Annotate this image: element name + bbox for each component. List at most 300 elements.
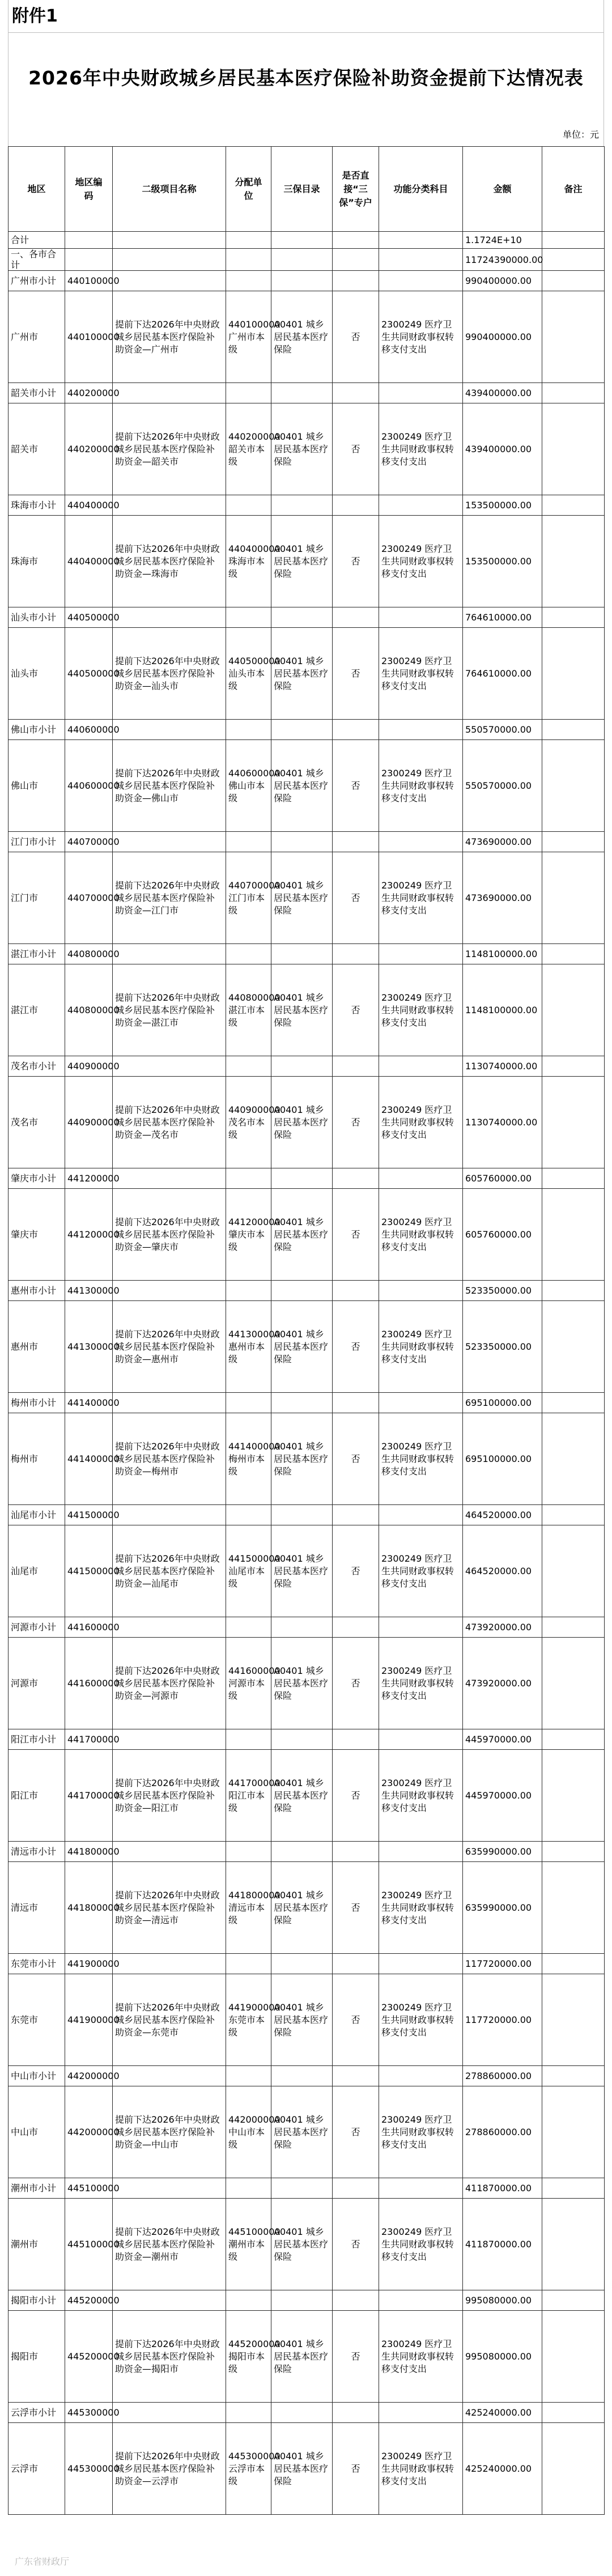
empty-cell xyxy=(333,1842,379,1862)
detail-category: A0401 城乡居民基本医疗保险 xyxy=(271,1525,333,1617)
detail-direct: 否 xyxy=(333,1638,379,1729)
detail-code: 441300000 xyxy=(65,1301,113,1393)
detail-amount: 445970000.00 xyxy=(463,1750,542,1842)
detail-project: 提前下达2026年中央财政城乡居民基本医疗保险补助资金—湛江市 xyxy=(113,964,226,1056)
detail-row xyxy=(8,2086,605,2178)
detail-category: A0401 城乡居民基本医疗保险 xyxy=(271,1750,333,1842)
empty-cell xyxy=(226,1168,271,1189)
detail-code: 440800000 xyxy=(65,964,113,1056)
detail-allocation: 441500000 汕尾市本级 xyxy=(226,1525,271,1617)
detail-amount: 990400000.00 xyxy=(463,291,542,383)
subtotal-code: 445300000 xyxy=(65,2403,113,2423)
empty-cell xyxy=(226,1954,271,1974)
notes-cell xyxy=(542,1750,605,1842)
detail-allocation: 441900000 东莞市本级 xyxy=(226,1974,271,2066)
detail-project: 提前下达2026年中央财政城乡居民基本医疗保险补助资金—肇庆市 xyxy=(113,1189,226,1281)
empty-cell xyxy=(226,944,271,964)
notes-cell xyxy=(542,1281,605,1301)
empty-cell xyxy=(226,1729,271,1750)
subtotal-row xyxy=(8,720,605,740)
header-code: 地区编码 xyxy=(65,147,113,232)
detail-row xyxy=(8,964,605,1056)
empty-cell xyxy=(379,1056,463,1077)
subtotal-code: 440200000 xyxy=(65,383,113,403)
subtotal-amount: 425240000.00 xyxy=(463,2403,542,2423)
empty-cell xyxy=(226,1617,271,1638)
notes-cell xyxy=(542,1056,605,1077)
detail-region: 东莞市 xyxy=(8,1974,65,2066)
empty-cell xyxy=(379,1168,463,1189)
detail-region: 揭阳市 xyxy=(8,2311,65,2403)
detail-code: 440500000 xyxy=(65,628,113,720)
detail-region: 河源市 xyxy=(8,1638,65,1729)
empty-cell xyxy=(271,271,333,291)
empty-cell xyxy=(333,1505,379,1525)
subtotal-amount: 473920000.00 xyxy=(463,1617,542,1638)
subtotal-label: 肇庆市小计 xyxy=(8,1168,65,1189)
empty-cell xyxy=(113,1729,226,1750)
all-cities-label: 一、各市合计 xyxy=(8,249,65,271)
notes-cell xyxy=(542,2423,605,2515)
subtotal-row xyxy=(8,832,605,852)
detail-code: 445100000 xyxy=(65,2199,113,2290)
empty-cell xyxy=(379,1393,463,1413)
detail-function: 2300249 医疗卫生共同财政事权转移支付支出 xyxy=(379,2199,463,2290)
detail-code: 442000000 xyxy=(65,2086,113,2178)
empty-cell xyxy=(333,383,379,403)
empty-cell xyxy=(113,495,226,516)
empty-cell xyxy=(333,1393,379,1413)
notes-cell xyxy=(542,2199,605,2290)
total-amount: 1.1724E+10 xyxy=(463,232,542,249)
detail-amount: 764610000.00 xyxy=(463,628,542,720)
subtotal-row xyxy=(8,1729,605,1750)
empty-cell xyxy=(379,1617,463,1638)
empty-cell xyxy=(333,1617,379,1638)
detail-category: A0401 城乡居民基本医疗保险 xyxy=(271,1974,333,2066)
detail-function: 2300249 医疗卫生共同财政事权转移支付支出 xyxy=(379,2086,463,2178)
header-category: 三保目录 xyxy=(271,147,333,232)
empty-cell xyxy=(226,2403,271,2423)
empty-cell xyxy=(333,1954,379,1974)
empty-cell xyxy=(226,2178,271,2199)
subtotal-code: 440900000 xyxy=(65,1056,113,1077)
header-region: 地区 xyxy=(8,147,65,232)
detail-amount: 695100000.00 xyxy=(463,1413,542,1505)
header-allocation: 分配单位 xyxy=(226,147,271,232)
notes-cell xyxy=(542,2178,605,2199)
detail-row xyxy=(8,1862,605,1954)
subtotal-row xyxy=(8,271,605,291)
empty-cell xyxy=(379,495,463,516)
subtotal-label: 湛江市小计 xyxy=(8,944,65,964)
subtotal-code: 442000000 xyxy=(65,2066,113,2086)
detail-amount: 464520000.00 xyxy=(463,1525,542,1617)
notes-cell xyxy=(542,944,605,964)
subtotal-row xyxy=(8,1505,605,1525)
detail-allocation: 441400000 梅州市本级 xyxy=(226,1413,271,1505)
subtotal-row xyxy=(8,495,605,516)
empty-cell xyxy=(271,1281,333,1301)
detail-allocation: 441600000 河源市本级 xyxy=(226,1638,271,1729)
detail-region: 梅州市 xyxy=(8,1413,65,1505)
subtotal-amount: 439400000.00 xyxy=(463,383,542,403)
detail-project: 提前下达2026年中央财政城乡居民基本医疗保险补助资金—清远市 xyxy=(113,1862,226,1954)
detail-row xyxy=(8,2423,605,2515)
empty-cell xyxy=(113,1954,226,1974)
subtotal-amount: 464520000.00 xyxy=(463,1505,542,1525)
empty-cell xyxy=(271,383,333,403)
notes-cell xyxy=(542,1974,605,2066)
detail-code: 445200000 xyxy=(65,2311,113,2403)
empty-cell xyxy=(226,1056,271,1077)
empty-cell xyxy=(271,1954,333,1974)
detail-row xyxy=(8,1638,605,1729)
detail-direct: 否 xyxy=(333,291,379,383)
detail-function: 2300249 医疗卫生共同财政事权转移支付支出 xyxy=(379,291,463,383)
detail-direct: 否 xyxy=(333,516,379,607)
subtotal-code: 440400000 xyxy=(65,495,113,516)
notes-cell xyxy=(542,2311,605,2403)
detail-row xyxy=(8,852,605,944)
detail-row xyxy=(8,1974,605,2066)
notes-cell xyxy=(542,291,605,383)
subtotal-code: 445100000 xyxy=(65,2178,113,2199)
empty-cell xyxy=(379,383,463,403)
notes-cell xyxy=(542,720,605,740)
subtotal-row xyxy=(8,1617,605,1638)
detail-row xyxy=(8,516,605,607)
detail-direct: 否 xyxy=(333,1189,379,1281)
detail-amount: 523350000.00 xyxy=(463,1301,542,1393)
detail-function: 2300249 医疗卫生共同财政事权转移支付支出 xyxy=(379,1750,463,1842)
detail-direct: 否 xyxy=(333,1974,379,2066)
detail-region: 湛江市 xyxy=(8,964,65,1056)
detail-direct: 否 xyxy=(333,1301,379,1393)
empty-cell xyxy=(226,2066,271,2086)
detail-region: 汕尾市 xyxy=(8,1525,65,1617)
empty-cell xyxy=(271,1056,333,1077)
detail-allocation: 440500000 汕头市本级 xyxy=(226,628,271,720)
detail-row xyxy=(8,1189,605,1281)
empty-cell xyxy=(271,1168,333,1189)
empty-cell xyxy=(333,271,379,291)
detail-direct: 否 xyxy=(333,1077,379,1168)
header-row xyxy=(8,147,605,232)
header-project: 二级项目名称 xyxy=(113,147,226,232)
empty-cell xyxy=(271,607,333,628)
subtotal-label: 惠州市小计 xyxy=(8,1281,65,1301)
total-label: 合计 xyxy=(8,232,65,249)
detail-region: 广州市 xyxy=(8,291,65,383)
subtotal-amount: 1148100000.00 xyxy=(463,944,542,964)
detail-project: 提前下达2026年中央财政城乡居民基本医疗保险补助资金—惠州市 xyxy=(113,1301,226,1393)
notes-cell xyxy=(542,607,605,628)
detail-category: A0401 城乡居民基本医疗保险 xyxy=(271,964,333,1056)
subtotal-row xyxy=(8,2066,605,2086)
empty-cell xyxy=(113,2403,226,2423)
detail-amount: 605760000.00 xyxy=(463,1189,542,1281)
detail-project: 提前下达2026年中央财政城乡居民基本医疗保险补助资金—东莞市 xyxy=(113,1974,226,2066)
detail-code: 440600000 xyxy=(65,740,113,832)
empty-cell xyxy=(379,271,463,291)
empty-cell xyxy=(113,271,226,291)
detail-amount: 1148100000.00 xyxy=(463,964,542,1056)
empty-cell xyxy=(226,383,271,403)
subtotal-amount: 550570000.00 xyxy=(463,720,542,740)
subtotal-amount: 995080000.00 xyxy=(463,2290,542,2311)
empty-cell xyxy=(271,2403,333,2423)
empty-cell xyxy=(226,720,271,740)
header-direct: 是否直接“三保”专户 xyxy=(333,147,379,232)
subtotal-row xyxy=(8,2178,605,2199)
notes-cell xyxy=(542,1189,605,1281)
detail-project: 提前下达2026年中央财政城乡居民基本医疗保险补助资金—韶关市 xyxy=(113,403,226,495)
detail-amount: 995080000.00 xyxy=(463,2311,542,2403)
empty-cell xyxy=(333,607,379,628)
detail-row xyxy=(8,1301,605,1393)
notes-cell xyxy=(542,2403,605,2423)
detail-amount: 1130740000.00 xyxy=(463,1077,542,1168)
detail-amount: 425240000.00 xyxy=(463,2423,542,2515)
empty-cell xyxy=(113,1393,226,1413)
empty-cell xyxy=(333,1056,379,1077)
notes-cell xyxy=(542,495,605,516)
empty-cell xyxy=(379,1729,463,1750)
detail-code: 441600000 xyxy=(65,1638,113,1729)
detail-amount: 550570000.00 xyxy=(463,740,542,832)
notes-cell xyxy=(542,516,605,607)
empty-cell xyxy=(333,832,379,852)
empty-cell xyxy=(379,1842,463,1862)
subtotal-label: 广州市小计 xyxy=(8,271,65,291)
detail-function: 2300249 医疗卫生共同财政事权转移支付支出 xyxy=(379,1525,463,1617)
detail-region: 肇庆市 xyxy=(8,1189,65,1281)
subtotal-row xyxy=(8,1281,605,1301)
detail-code: 440400000 xyxy=(65,516,113,607)
detail-function: 2300249 医疗卫生共同财政事权转移支付支出 xyxy=(379,516,463,607)
detail-function: 2300249 医疗卫生共同财政事权转移支付支出 xyxy=(379,1413,463,1505)
detail-function: 2300249 医疗卫生共同财政事权转移支付支出 xyxy=(379,628,463,720)
detail-category: A0401 城乡居民基本医疗保险 xyxy=(271,628,333,720)
subtotal-amount: 990400000.00 xyxy=(463,271,542,291)
detail-code: 440100000 xyxy=(65,291,113,383)
detail-allocation: 445300000 云浮市本级 xyxy=(226,2423,271,2515)
detail-code: 440700000 xyxy=(65,852,113,944)
subtotal-label: 潮州市小计 xyxy=(8,2178,65,2199)
subtotal-amount: 153500000.00 xyxy=(463,495,542,516)
empty-cell xyxy=(333,720,379,740)
detail-code: 441900000 xyxy=(65,1974,113,2066)
detail-project: 提前下达2026年中央财政城乡居民基本医疗保险补助资金—河源市 xyxy=(113,1638,226,1729)
detail-direct: 否 xyxy=(333,403,379,495)
empty-cell xyxy=(226,1505,271,1525)
notes-cell xyxy=(542,1505,605,1525)
detail-direct: 否 xyxy=(333,1750,379,1842)
subtotal-label: 云浮市小计 xyxy=(8,2403,65,2423)
detail-project: 提前下达2026年中央财政城乡居民基本医疗保险补助资金—汕尾市 xyxy=(113,1525,226,1617)
detail-row xyxy=(8,1077,605,1168)
notes-cell xyxy=(542,832,605,852)
unit-label: 单位：元 xyxy=(8,124,604,146)
header-function: 功能分类科目 xyxy=(379,147,463,232)
subtotal-code: 441500000 xyxy=(65,1505,113,1525)
detail-region: 江门市 xyxy=(8,852,65,944)
subtotal-row xyxy=(8,2403,605,2423)
subtotal-row xyxy=(8,944,605,964)
detail-allocation: 441200000 肇庆市本级 xyxy=(226,1189,271,1281)
subtotal-row xyxy=(8,2290,605,2311)
detail-region: 阳江市 xyxy=(8,1750,65,1842)
detail-code: 441200000 xyxy=(65,1189,113,1281)
empty-cell xyxy=(271,2178,333,2199)
detail-row xyxy=(8,1413,605,1505)
empty-cell xyxy=(113,383,226,403)
notes-cell xyxy=(542,1638,605,1729)
subtotal-label: 东莞市小计 xyxy=(8,1954,65,1974)
empty-cell xyxy=(271,1393,333,1413)
empty-cell xyxy=(271,1617,333,1638)
detail-amount: 473690000.00 xyxy=(463,852,542,944)
empty-cell xyxy=(379,2178,463,2199)
subtotal-amount: 278860000.00 xyxy=(463,2066,542,2086)
detail-category: A0401 城乡居民基本医疗保险 xyxy=(271,1077,333,1168)
subtotal-code: 440100000 xyxy=(65,271,113,291)
empty-cell xyxy=(271,2290,333,2311)
detail-category: A0401 城乡居民基本医疗保险 xyxy=(271,1413,333,1505)
detail-amount: 153500000.00 xyxy=(463,516,542,607)
detail-function: 2300249 医疗卫生共同财政事权转移支付支出 xyxy=(379,1974,463,2066)
detail-category: A0401 城乡居民基本医疗保险 xyxy=(271,2311,333,2403)
detail-code: 441700000 xyxy=(65,1750,113,1842)
subtotal-code: 441700000 xyxy=(65,1729,113,1750)
detail-function: 2300249 医疗卫生共同财政事权转移支付支出 xyxy=(379,2311,463,2403)
empty-cell xyxy=(379,1954,463,1974)
detail-direct: 否 xyxy=(333,1862,379,1954)
empty-cell xyxy=(113,2178,226,2199)
empty-cell xyxy=(113,832,226,852)
empty-cell xyxy=(333,2403,379,2423)
empty-cell xyxy=(271,1505,333,1525)
subtotal-amount: 523350000.00 xyxy=(463,1281,542,1301)
detail-allocation: 441800000 清远市本级 xyxy=(226,1862,271,1954)
detail-region: 汕头市 xyxy=(8,628,65,720)
detail-direct: 否 xyxy=(333,852,379,944)
empty-cell xyxy=(271,720,333,740)
empty-cell xyxy=(226,2290,271,2311)
notes-cell xyxy=(542,1077,605,1168)
subtotal-label: 茂名市小计 xyxy=(8,1056,65,1077)
subtotal-label: 揭阳市小计 xyxy=(8,2290,65,2311)
empty-cell xyxy=(379,832,463,852)
subtotal-amount: 1130740000.00 xyxy=(463,1056,542,1077)
empty-cell xyxy=(226,1842,271,1862)
subtotal-amount: 411870000.00 xyxy=(463,2178,542,2199)
detail-project: 提前下达2026年中央财政城乡居民基本医疗保险补助资金—汕头市 xyxy=(113,628,226,720)
notes-cell xyxy=(542,1617,605,1638)
empty-cell xyxy=(226,1393,271,1413)
detail-amount: 473920000.00 xyxy=(463,1638,542,1729)
detail-category: A0401 城乡居民基本医疗保险 xyxy=(271,516,333,607)
detail-region: 佛山市 xyxy=(8,740,65,832)
subtotal-label: 梅州市小计 xyxy=(8,1393,65,1413)
empty-cell xyxy=(333,495,379,516)
detail-allocation: 440700000 江门市本级 xyxy=(226,852,271,944)
empty-cell xyxy=(333,1168,379,1189)
empty-cell xyxy=(271,495,333,516)
detail-amount: 439400000.00 xyxy=(463,403,542,495)
empty-cell xyxy=(271,2066,333,2086)
subtotal-code: 440800000 xyxy=(65,944,113,964)
detail-row xyxy=(8,1525,605,1617)
detail-allocation: 440900000 茂名市本级 xyxy=(226,1077,271,1168)
detail-function: 2300249 医疗卫生共同财政事权转移支付支出 xyxy=(379,1638,463,1729)
detail-row xyxy=(8,2199,605,2290)
empty-cell xyxy=(271,1842,333,1862)
subtotal-code: 441800000 xyxy=(65,1842,113,1862)
detail-function: 2300249 医疗卫生共同财政事权转移支付支出 xyxy=(379,1301,463,1393)
detail-category: A0401 城乡居民基本医疗保险 xyxy=(271,1638,333,1729)
detail-allocation: 440200000 韶关市本级 xyxy=(226,403,271,495)
detail-region: 惠州市 xyxy=(8,1301,65,1393)
subtotal-amount: 445970000.00 xyxy=(463,1729,542,1750)
detail-direct: 否 xyxy=(333,628,379,720)
detail-allocation: 440800000 湛江市本级 xyxy=(226,964,271,1056)
empty-cell xyxy=(379,2403,463,2423)
detail-project: 提前下达2026年中央财政城乡居民基本医疗保险补助资金—中山市 xyxy=(113,2086,226,2178)
notes-cell xyxy=(542,2066,605,2086)
detail-region: 韶关市 xyxy=(8,403,65,495)
notes-cell xyxy=(542,1525,605,1617)
watermark: 广东省财政厅 xyxy=(15,2556,70,2567)
subtotal-code: 441200000 xyxy=(65,1168,113,1189)
subtotal-amount: 695100000.00 xyxy=(463,1393,542,1413)
empty-cell xyxy=(271,1729,333,1750)
detail-function: 2300249 医疗卫生共同财政事权转移支付支出 xyxy=(379,403,463,495)
empty-cell xyxy=(271,944,333,964)
detail-direct: 否 xyxy=(333,2423,379,2515)
empty-cell xyxy=(226,607,271,628)
subtotal-row xyxy=(8,1842,605,1862)
notes-cell xyxy=(542,628,605,720)
subtotal-label: 汕头市小计 xyxy=(8,607,65,628)
subtotal-code: 440600000 xyxy=(65,720,113,740)
detail-category: A0401 城乡居民基本医疗保险 xyxy=(271,2086,333,2178)
detail-function: 2300249 医疗卫生共同财政事权转移支付支出 xyxy=(379,740,463,832)
detail-code: 441800000 xyxy=(65,1862,113,1954)
header-notes: 备注 xyxy=(542,147,605,232)
empty-cell xyxy=(226,495,271,516)
detail-region: 潮州市 xyxy=(8,2199,65,2290)
detail-category: A0401 城乡居民基本医疗保险 xyxy=(271,1862,333,1954)
detail-category: A0401 城乡居民基本医疗保险 xyxy=(271,1301,333,1393)
subtotal-code: 441400000 xyxy=(65,1393,113,1413)
detail-project: 提前下达2026年中央财政城乡居民基本医疗保险补助资金—阳江市 xyxy=(113,1750,226,1842)
subtotal-code: 440700000 xyxy=(65,832,113,852)
subtotal-label: 汕尾市小计 xyxy=(8,1505,65,1525)
detail-region: 清远市 xyxy=(8,1862,65,1954)
detail-allocation: 442000000 中山市本级 xyxy=(226,2086,271,2178)
notes-cell xyxy=(542,1729,605,1750)
detail-allocation: 440400000 珠海市本级 xyxy=(226,516,271,607)
detail-project: 提前下达2026年中央财政城乡居民基本医疗保险补助资金—揭阳市 xyxy=(113,2311,226,2403)
subtotal-row xyxy=(8,1168,605,1189)
detail-project: 提前下达2026年中央财政城乡居民基本医疗保险补助资金—云浮市 xyxy=(113,2423,226,2515)
detail-row xyxy=(8,2311,605,2403)
notes-cell xyxy=(542,383,605,403)
detail-project: 提前下达2026年中央财政城乡居民基本医疗保险补助资金—珠海市 xyxy=(113,516,226,607)
empty-cell xyxy=(113,1168,226,1189)
